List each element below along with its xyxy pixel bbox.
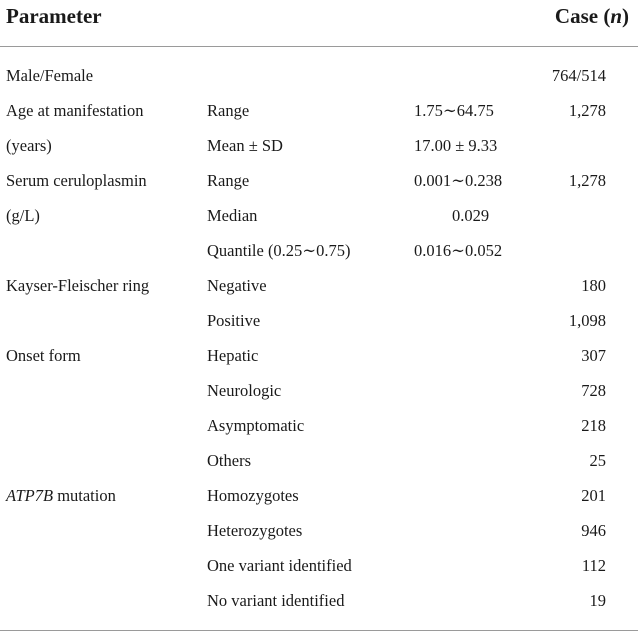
row-sublabel: No variant identified [207, 591, 345, 610]
case-count: 764/514 [551, 66, 606, 85]
case-header-n: n [610, 4, 622, 28]
case-header-prefix: Case ( [554, 4, 611, 28]
case-count: 19 [589, 591, 606, 610]
row-sublabel: Negative [207, 276, 267, 295]
row-label-gene: ATP7B mutation [6, 486, 116, 505]
case-count: 307 [581, 346, 606, 365]
gene-name: ATP7B [6, 486, 54, 505]
case-header-suffix: ) [622, 4, 629, 28]
row-value: 0.016∼0.052 [414, 241, 503, 260]
case-header [555, 4, 629, 29]
row-sublabel: One variant identified [207, 556, 352, 575]
case-count: 946 [581, 521, 606, 540]
row-label: Age at manifestation [6, 101, 144, 120]
row-sublabel: Hepatic [207, 346, 259, 365]
row-label: Onset form [6, 346, 81, 365]
row-sublabel: Asymptomatic [207, 416, 305, 435]
row-sublabel: Positive [207, 311, 261, 330]
row-sublabel: Range [207, 171, 250, 190]
row-label: Kayser-Fleischer ring [6, 276, 150, 295]
bottom-rule [0, 630, 638, 631]
row-sublabel: Range [207, 101, 250, 120]
case-count: 25 [589, 451, 606, 470]
row-sublabel: Quantile (0.25∼0.75) [207, 241, 351, 260]
row-sublabel: Median [207, 206, 258, 225]
header-rule [0, 46, 638, 47]
row-sublabel: Heterozygotes [207, 521, 303, 540]
row-value: 0.029 [452, 206, 490, 225]
case-count: 201 [581, 486, 606, 505]
parameter-header: Parameter [6, 4, 102, 28]
row-sublabel: Homozygotes [207, 486, 299, 505]
case-count: 112 [581, 556, 606, 575]
row-sublabel: Mean ± SD [207, 136, 283, 155]
case-count: 218 [581, 416, 606, 435]
row-label: Serum ceruloplasmin [6, 171, 147, 190]
row-value: 17.00 ± 9.33 [414, 136, 498, 155]
case-count: 1,278 [568, 101, 606, 120]
row-sublabel: Neurologic [207, 381, 282, 400]
row-sublabel: Others [207, 451, 251, 470]
row-label: (g/L) [6, 206, 40, 225]
row-value: 1.75∼64.75 [414, 101, 494, 120]
case-count: 1,098 [568, 311, 606, 330]
row-label: (years) [6, 136, 52, 155]
case-count: 728 [581, 381, 606, 400]
table-header [0, 0, 638, 46]
case-count: 1,278 [568, 171, 606, 190]
row-label: Male/Female [6, 66, 94, 85]
row-value: 0.001∼0.238 [414, 171, 503, 190]
case-count: 180 [581, 276, 606, 295]
